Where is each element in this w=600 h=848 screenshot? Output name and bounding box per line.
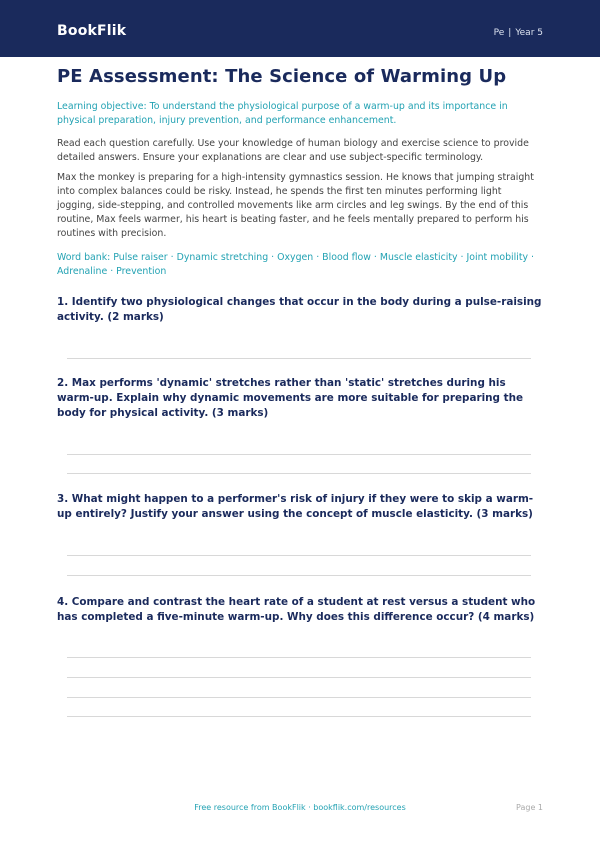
answer-line[interactable] [67, 454, 531, 455]
learning-objective: Learning objective: To understand the physiological purpose of a warm-up and its importance in physical preparation, injury prevention, and performance enhancement. [57, 101, 508, 126]
question-4: 4. Compare and contrast the heart rate of a student at rest versus a student who has completed a five-minute warm-up. Why does this difference occur? (4 marks) [57, 596, 536, 623]
subject-year [494, 28, 543, 38]
answer-line[interactable] [67, 716, 531, 717]
footer-link[interactable]: Free resource from BookFlik · bookflik.com/resources [194, 803, 406, 812]
answer-line[interactable] [67, 473, 531, 474]
brand-logo[interactable]: BookFlik [57, 23, 127, 39]
question-2: 2. Max performs 'dynamic' stretches rather than 'static' stretches during his warm-up. Explain why dynamic movements are more suitable for preparing the body for physical activity. (3 marks) [57, 377, 524, 419]
answer-line[interactable] [67, 677, 531, 678]
answer-line[interactable] [67, 358, 531, 359]
subject-label: Pe [493, 28, 505, 38]
meta-separator: | [508, 28, 512, 38]
answer-line[interactable] [67, 575, 531, 576]
answer-line[interactable] [67, 657, 531, 658]
header-bar [0, 0, 600, 57]
page-title: PE Assessment: The Science of Warming Up [57, 66, 507, 87]
word-bank: Word bank: Pulse raiser · Dynamic stretching · Oxygen · Blood flow · Muscle elasticity · Joint mobility · Adrenaline · Prevention [57, 252, 535, 277]
page-number: Page 1 [516, 803, 543, 812]
scenario-text: Max the monkey is preparing for a high-intensity gymnastics session. He knows that jumping straight into complex balances could be risky. Instead, he spends the first ten minutes performing light jogging, side-stepping, and controlled movements like arm circles and leg swings. By the end of this routine, Max feels warmer, his heart is beating faster, and he feels mentally prepared to perform his routines with precision. [57, 172, 534, 239]
answer-line[interactable] [67, 555, 531, 556]
answer-line[interactable] [67, 697, 531, 698]
year-label: Year 5 [515, 28, 543, 38]
question-3: 3. What might happen to a performer's risk of injury if they were to skip a warm-up entirely? Justify your answer using the concept of muscle elasticity. (3 marks) [57, 493, 534, 520]
question-1: 1. Identify two physiological changes that occur in the body during a pulse-raising activity. (2 marks) [57, 296, 542, 323]
instructions: Read each question carefully. Use your knowledge of human biology and exercise science to provide detailed answers. Ensure your explanations are clear and use subject-specific terminology. [57, 138, 529, 163]
